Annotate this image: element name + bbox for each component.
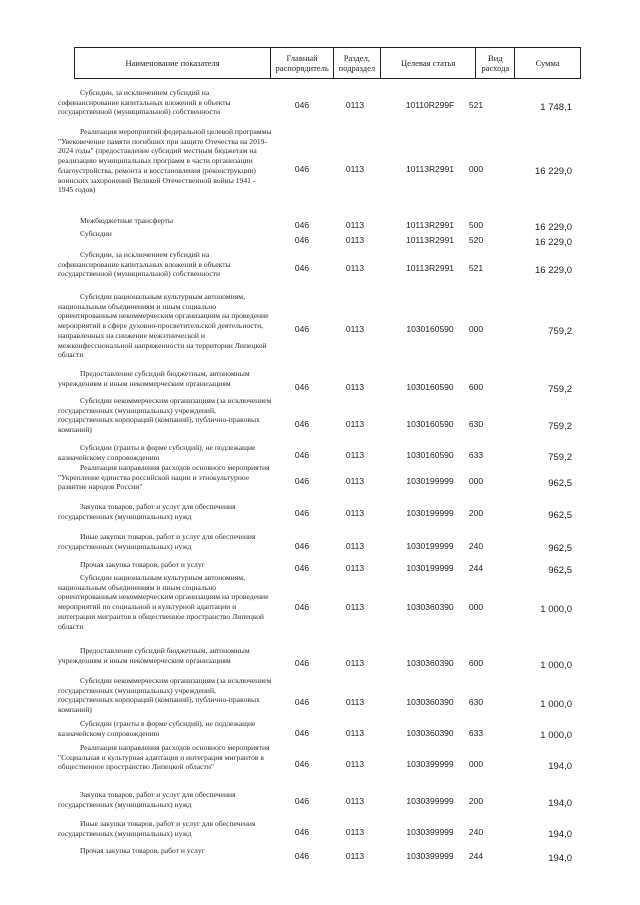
row-name: Прочая закупка товаров, работ и услуг (80, 560, 205, 569)
row-razd: 0113 (345, 759, 365, 769)
row-cel: 1030160590 (406, 382, 454, 392)
row-cel: 1030360390 (406, 728, 454, 738)
row-cel: 1030399999 (406, 851, 454, 861)
row-vid: 200 (468, 796, 484, 806)
row-cel: 10113R2991 (405, 235, 455, 245)
row-cel: 1030360390 (406, 697, 454, 707)
row-razd: 0113 (345, 235, 365, 245)
row-razd: 0113 (345, 382, 365, 392)
row-name: Иные закупки товаров, работ и услуг для обеспечения государственных (муниципальных) нужд (58, 819, 256, 838)
row-vid: 200 (468, 508, 484, 518)
row-cel: 10113R2991 (405, 220, 455, 230)
row-razd: 0113 (345, 851, 365, 861)
row-name: Реализация направления расходов основного мероприятия "Укрепление единства российской нации и этнокультурное развитие народов России" (58, 463, 270, 492)
row-razd: 0113 (345, 728, 365, 738)
row-razd: 0113 (345, 324, 365, 334)
row-razd: 0113 (345, 263, 365, 273)
row-cel: 1030199999 (406, 563, 454, 573)
row-sum: 962,5 (548, 543, 572, 554)
row-sum: 759,2 (548, 421, 572, 432)
row-glav: 046 (294, 827, 310, 837)
row-sum: 962,5 (548, 510, 572, 521)
row-glav: 046 (294, 759, 310, 769)
row-glav: 046 (294, 419, 310, 429)
row-glav: 046 (294, 263, 310, 273)
row-razd: 0113 (345, 164, 365, 174)
row-cel: 1030199999 (406, 476, 454, 486)
header-sum: Сумма (535, 58, 560, 68)
row-cel: 1030399999 (406, 759, 454, 769)
row-vid: 630 (468, 419, 484, 429)
row-vid: 244 (468, 851, 484, 861)
row-glav: 046 (294, 697, 310, 707)
row-cel: 1030199999 (406, 508, 454, 518)
row-glav: 046 (294, 541, 310, 551)
row-name: Прочая закупка товаров, работ и услуг (80, 846, 205, 855)
row-name: Реализация мероприятий федеральной целевой программы "Увековечение памяти погибших при защите Отечества на 2019-2024 годы" (предоставление субсидий местным бюджетам на реализацию муниципальных программ в части организации благоустройства, ремонта и восстановления (реконструкции) воинских захоронений Великой Отечественной войны 1941 - 1945 годов) (58, 127, 272, 195)
row-vid: 633 (468, 728, 484, 738)
row-sum: 194,0 (548, 798, 572, 809)
row-sum: 962,5 (548, 565, 572, 576)
row-vid: 240 (468, 541, 484, 551)
row-sum: 1 748,1 (540, 102, 572, 113)
row-glav: 046 (294, 100, 310, 110)
row-sum: 194,0 (548, 829, 572, 840)
row-glav: 046 (294, 658, 310, 668)
row-sum: 194,0 (548, 761, 572, 772)
row-razd: 0113 (345, 450, 365, 460)
row-name: Субсидии (гранты в форме субсидий), не подлежащие казначейскому сопровождению (58, 719, 256, 738)
row-razd: 0113 (345, 220, 365, 230)
row-name: Субсидии, за исключением субсидий на софинансирование капитальных вложений в объекты государственной (муниципальной) собственности (58, 88, 231, 117)
row-razd: 0113 (345, 658, 365, 668)
row-sum: 1 000,0 (540, 699, 572, 710)
row-cel: 10110R299F (405, 100, 455, 110)
row-sum: 759,2 (548, 452, 572, 463)
row-cel: 10113R2991 (405, 164, 455, 174)
row-sum: 16 229,0 (535, 222, 572, 233)
header-name: Наименование показателя (75, 48, 271, 78)
row-glav: 046 (294, 235, 310, 245)
row-name: Субсидии некоммерческим организациям (за исключением государственных (муниципальных) учреждений, государственных корпораций (компаний), публично-правовых компаний) (58, 676, 272, 715)
row-cel: 10113R2991 (405, 263, 455, 273)
row-sum: 759,2 (548, 326, 572, 337)
row-sum: 1 000,0 (540, 730, 572, 741)
row-vid: 600 (468, 382, 484, 392)
header-cel: Целевая статья (381, 48, 477, 78)
row-razd: 0113 (345, 419, 365, 429)
row-vid: 600 (468, 658, 484, 668)
row-cel: 1030160590 (406, 450, 454, 460)
row-name: Межбюджетные трансферты (80, 216, 173, 225)
row-name: Субсидии (гранты в форме субсидий), не подлежащие казначейскому сопровождению (58, 443, 256, 462)
row-name: Субсидии, за исключением субсидий на софинансирование капитальных вложений в объекты государственной (муниципальной) собственности (58, 250, 231, 279)
row-vid: 000 (468, 759, 484, 769)
row-vid: 244 (468, 563, 484, 573)
table-header (74, 47, 581, 79)
row-vid: 500 (468, 220, 484, 230)
row-razd: 0113 (345, 796, 365, 806)
row-vid: 521 (468, 100, 484, 110)
row-name: Субсидии некоммерческим организациям (за исключением государственных (муниципальных) учреждений, государственных корпораций (компаний), публично-правовых компаний) (58, 396, 272, 435)
row-cel: 1030399999 (406, 796, 454, 806)
row-glav: 046 (294, 602, 310, 612)
row-vid: 000 (468, 602, 484, 612)
row-vid: 000 (468, 476, 484, 486)
row-razd: 0113 (345, 541, 365, 551)
row-sum: 16 229,0 (535, 265, 572, 276)
row-razd: 0113 (345, 100, 365, 110)
row-cel: 1030360390 (406, 602, 454, 612)
row-name: Реализация направления расходов основного мероприятия "Социальная и культурная адаптация и интеграция мигрантов в общественное пространство Липецкой области" (58, 743, 270, 772)
row-razd: 0113 (345, 508, 365, 518)
row-sum: 16 229,0 (535, 237, 572, 248)
row-cel: 1030199999 (406, 541, 454, 551)
row-sum: 962,5 (548, 478, 572, 489)
row-vid: 240 (468, 827, 484, 837)
row-razd: 0113 (345, 827, 365, 837)
row-glav: 046 (294, 796, 310, 806)
row-name: Закупка товаров, работ и услуг для обеспечения государственных (муниципальных) нужд (58, 790, 236, 809)
row-sum: 759,2 (548, 384, 572, 395)
row-glav: 046 (294, 508, 310, 518)
row-name: Закупка товаров, работ и услуг для обеспечения государственных (муниципальных) нужд (58, 502, 236, 521)
row-glav: 046 (294, 220, 310, 230)
row-cel: 1030160590 (406, 324, 454, 334)
row-sum: 16 229,0 (535, 166, 572, 177)
row-glav: 046 (294, 324, 310, 334)
row-vid: 000 (468, 164, 484, 174)
header-vid: Вид расхода (476, 48, 515, 78)
row-glav: 046 (294, 382, 310, 392)
row-glav: 046 (294, 164, 310, 174)
row-glav: 046 (294, 851, 310, 861)
row-name: Субсидии национальным культурным автономиям, национальным объединениям и иным социально ориентированным некоммерческим организациям на проведение мероприятий по социальной и культурной адаптации и интеграции мигрантов в общественное пространство Липецкой области (58, 573, 269, 631)
row-sum: 1 000,0 (540, 604, 572, 615)
row-name: Предоставление субсидий бюджетным, автономным учреждениям и иным некоммерческим организациям (58, 369, 250, 388)
row-glav: 046 (294, 563, 310, 573)
header-razd: Раздел, подраздел (334, 48, 381, 78)
row-razd: 0113 (345, 602, 365, 612)
row-name: Предоставление субсидий бюджетным, автономным учреждениям и иным некоммерческим организациям (58, 646, 250, 665)
header-glav: Главный распорядитель (271, 48, 334, 78)
row-glav: 046 (294, 728, 310, 738)
row-razd: 0113 (345, 563, 365, 573)
row-vid: 000 (468, 324, 484, 334)
row-razd: 0113 (345, 476, 365, 486)
row-razd: 0113 (345, 697, 365, 707)
row-cel: 1030399999 (406, 827, 454, 837)
row-sum: 1 000,0 (540, 660, 572, 671)
row-cel: 1030160590 (406, 419, 454, 429)
row-vid: 520 (468, 235, 484, 245)
row-cel: 1030360390 (406, 658, 454, 668)
row-sum: 194,0 (548, 853, 572, 864)
row-vid: 630 (468, 697, 484, 707)
row-name: Субсидии национальным культурным автономиям, национальным объединениям и иным социально ориентированным некоммерческим организациям на проведение мероприятий в сфере духовно-просветительской деятельности, направленных на снижение межэтнической и межконфессиональной напряженности на территории Липецкой области (58, 292, 269, 360)
row-vid: 521 (468, 263, 484, 273)
row-vid: 633 (468, 450, 484, 460)
row-name: Иные закупки товаров, работ и услуг для обеспечения государственных (муниципальных) нужд (58, 532, 256, 551)
row-name: Субсидии (80, 229, 112, 238)
row-glav: 046 (294, 476, 310, 486)
row-glav: 046 (294, 450, 310, 460)
